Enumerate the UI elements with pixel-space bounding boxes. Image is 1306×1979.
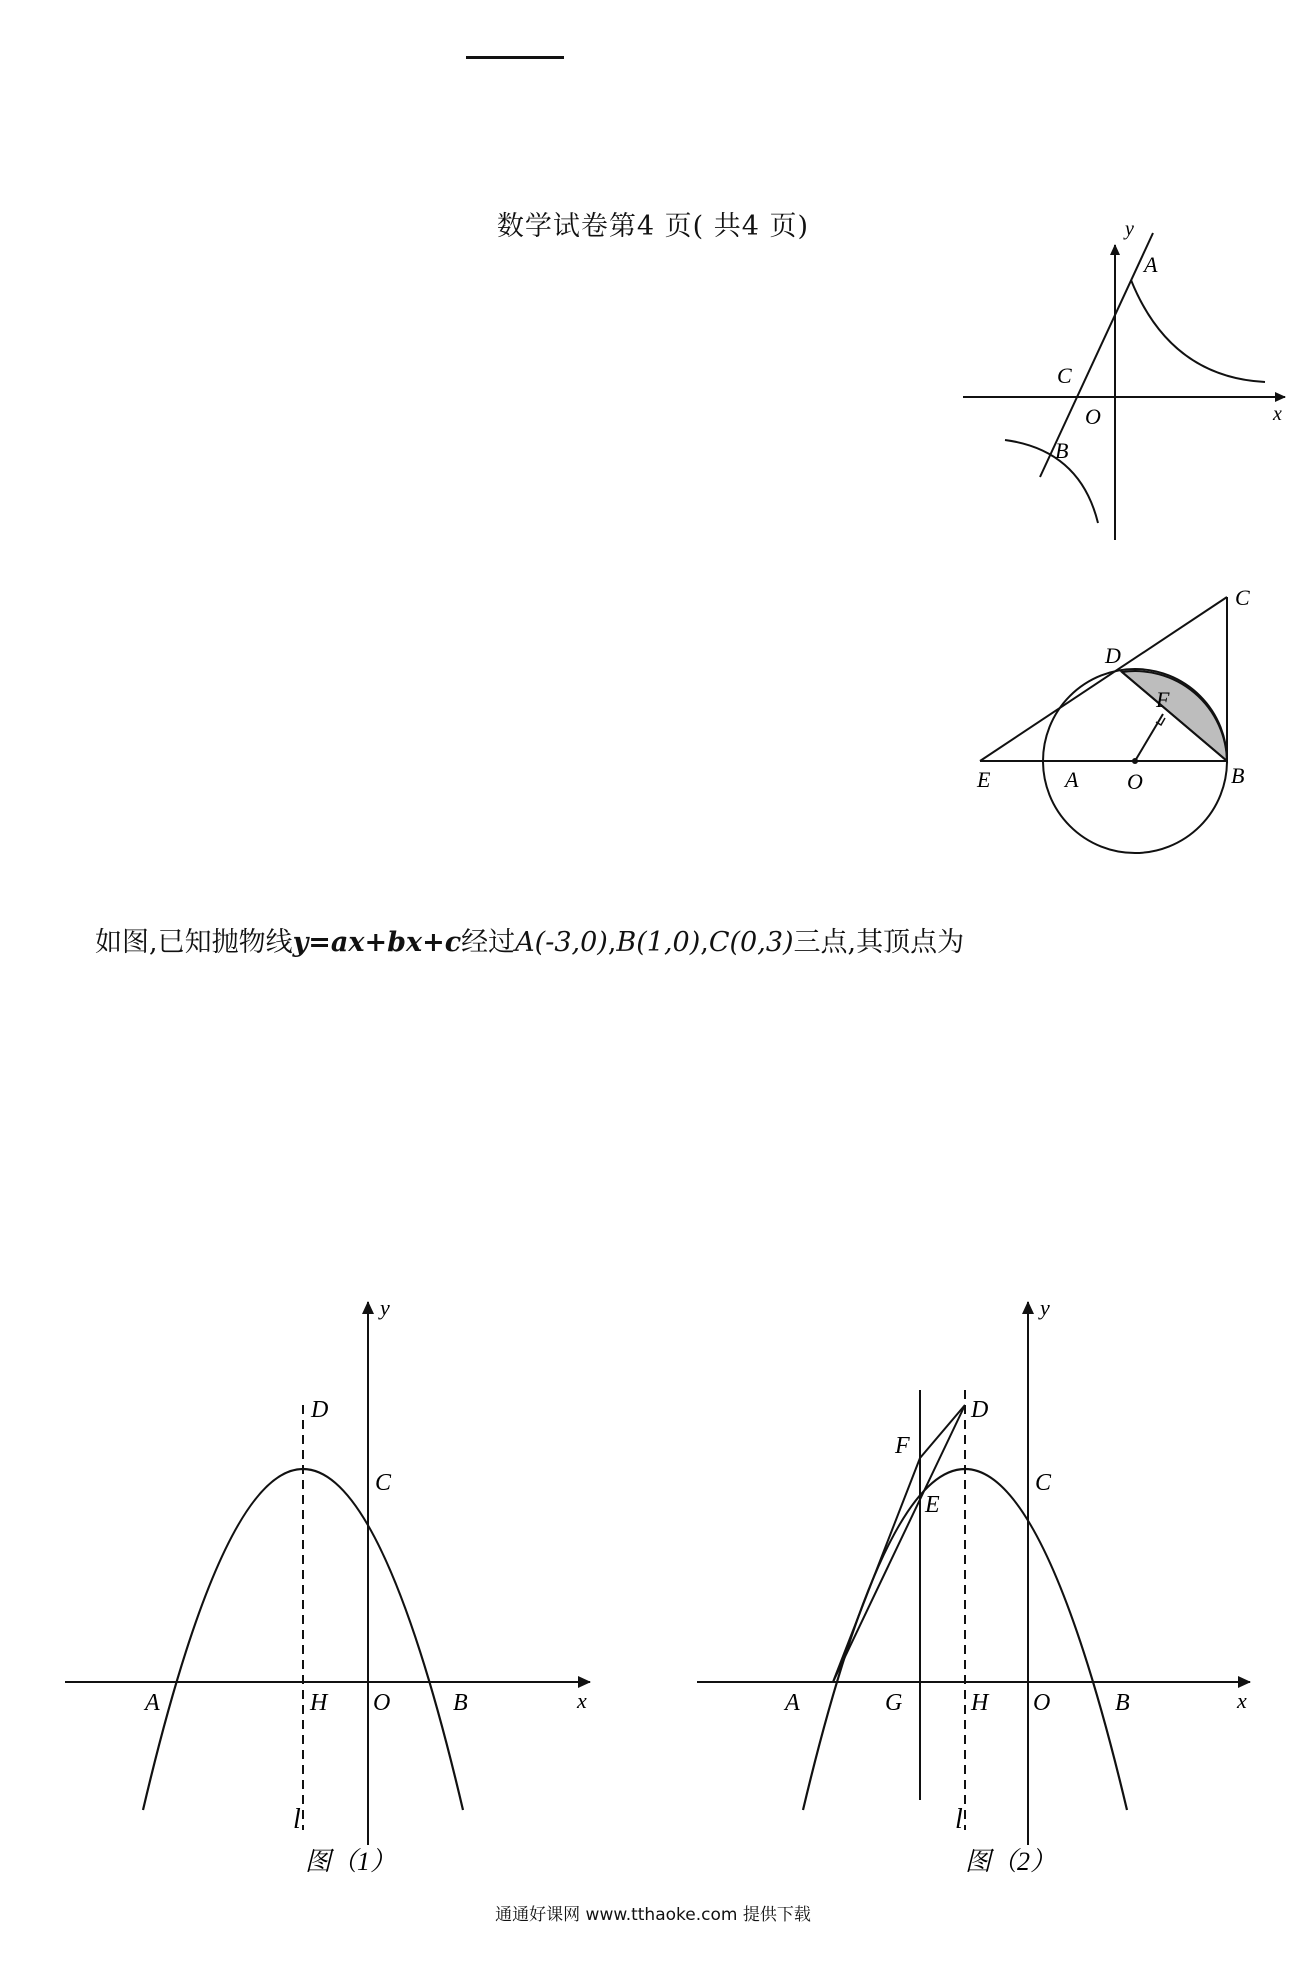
- label-a: A: [1065, 767, 1079, 792]
- label-b: B: [1055, 438, 1069, 463]
- page-header: 数学试卷第4 页( 共4 页): [496, 211, 810, 242]
- center-dot: [1132, 758, 1138, 764]
- label-b: B: [1115, 1690, 1130, 1716]
- label-o: O: [1085, 404, 1101, 429]
- figure-circle: [965, 585, 1295, 865]
- label-e: E: [925, 1492, 940, 1518]
- caption-figure-1: 图（1）: [305, 1847, 397, 1876]
- segment-af: [833, 1458, 920, 1682]
- label-d: D: [971, 1397, 989, 1423]
- label-f: F: [1156, 687, 1170, 712]
- label-b: B: [453, 1690, 468, 1716]
- label-x: x: [1237, 1688, 1247, 1713]
- label-c: C: [1057, 363, 1072, 388]
- label-d: D: [311, 1397, 329, 1423]
- label-h: H: [310, 1690, 328, 1716]
- figure-hyperbola: [955, 205, 1295, 550]
- figure-1: [55, 1290, 610, 1880]
- label-e: E: [977, 767, 991, 792]
- label-o: O: [1033, 1690, 1051, 1716]
- label-h: H: [971, 1690, 989, 1716]
- point-a: A(-3,0): [515, 927, 608, 958]
- caption-figure-2: 图（2）: [965, 1847, 1057, 1876]
- label-a: A: [145, 1690, 160, 1716]
- label-x: x: [1273, 403, 1282, 425]
- label-b: B: [1231, 763, 1245, 788]
- label-y: y: [1040, 1295, 1050, 1320]
- problem-statement: 如图,已知抛物线y=ax+bx+c经过A(-3,0),B(1,0),C(0,3)三点,其顶点为: [95, 927, 965, 958]
- footer-source: 通通好课网 www.tthaoke.com 提供下载: [495, 1905, 811, 1925]
- parabola-equation: y=ax+bx+c: [292, 927, 462, 958]
- label-l: l: [293, 1804, 301, 1835]
- segment-of: [1135, 714, 1163, 761]
- label-x: x: [577, 1688, 587, 1713]
- problem-lead: 如图,已知抛物线: [95, 927, 293, 958]
- label-d: D: [1105, 643, 1121, 668]
- problem-mid: 经过: [461, 927, 516, 958]
- figure-2: [685, 1290, 1265, 1880]
- label-f: F: [895, 1433, 910, 1459]
- hyperbola-branch-upper: [1131, 280, 1265, 382]
- label-a: A: [785, 1690, 800, 1716]
- problem-tail: 三点,其顶点为: [793, 927, 965, 958]
- label-c: C: [1035, 1470, 1052, 1496]
- label-y: y: [380, 1295, 390, 1320]
- label-y: y: [1125, 218, 1134, 240]
- label-g: G: [885, 1690, 903, 1716]
- label-l: l: [955, 1804, 963, 1835]
- label-c: C: [375, 1470, 392, 1496]
- line-ec: [980, 597, 1227, 761]
- label-c: C: [1235, 585, 1250, 610]
- point-c: C(0,3): [708, 927, 794, 958]
- point-b: B(1,0): [616, 927, 701, 958]
- answer-blank-line: [466, 56, 564, 59]
- label-a: A: [1144, 252, 1158, 277]
- label-o: O: [1127, 769, 1143, 794]
- label-o: O: [373, 1690, 391, 1716]
